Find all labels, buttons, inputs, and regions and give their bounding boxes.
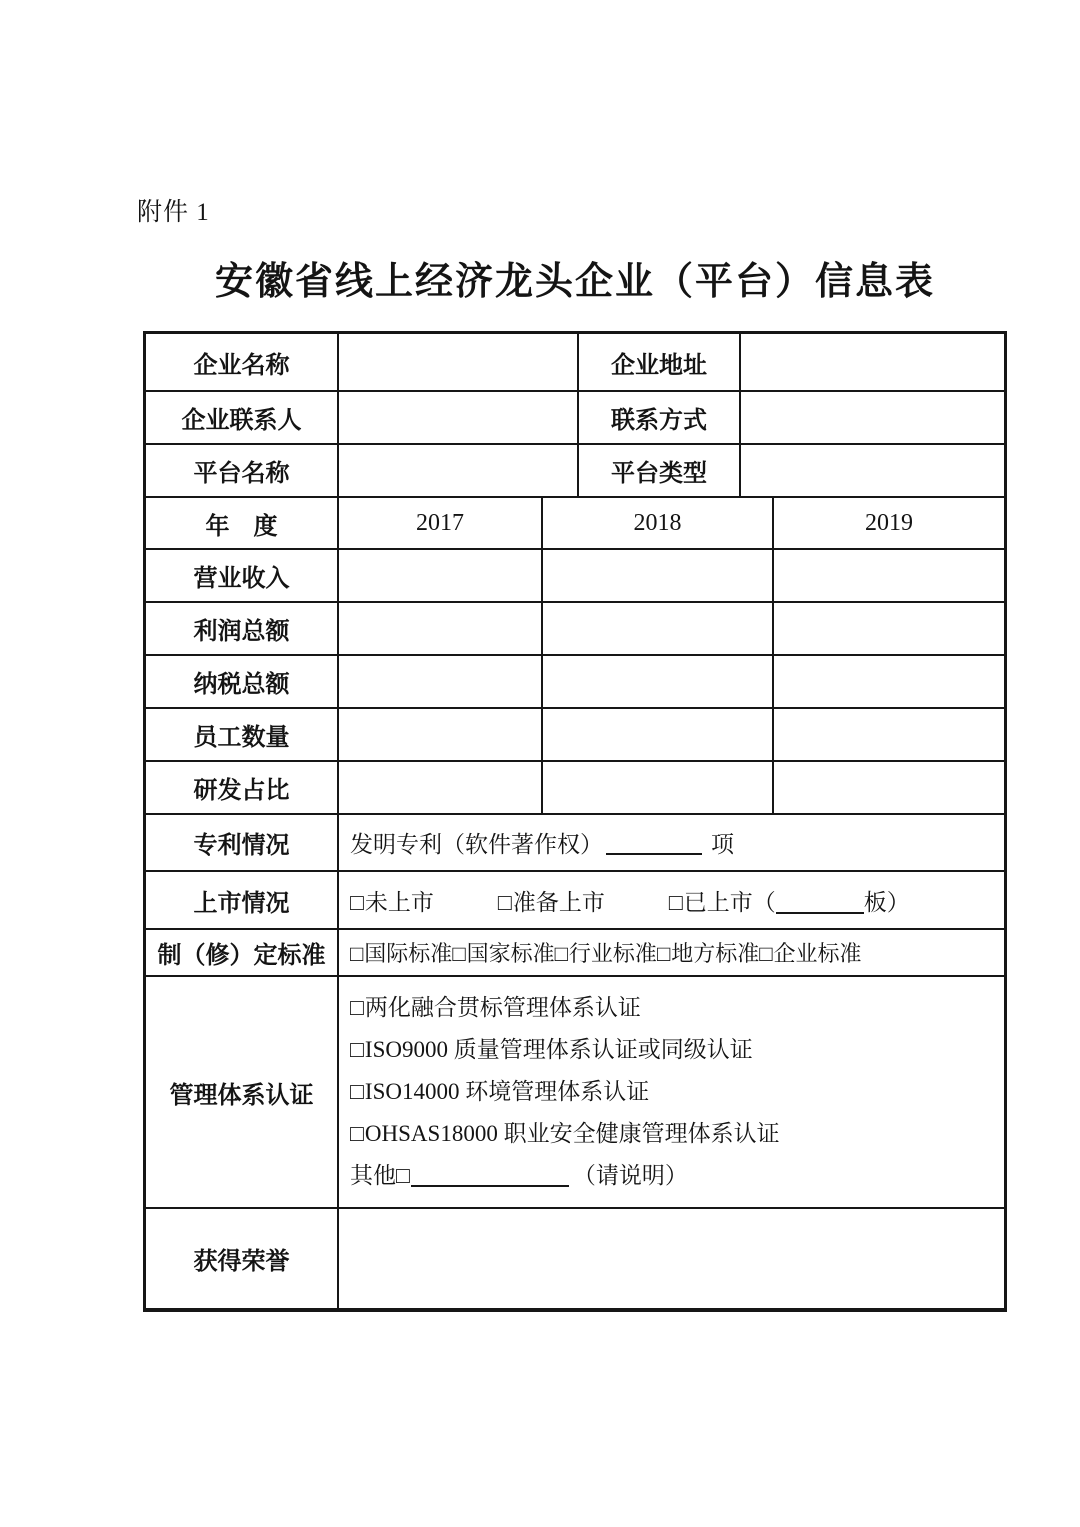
listing-option-listed — [669, 884, 910, 917]
standards-option-national — [452, 937, 554, 968]
ohsas18000-label: OHSAS18000 职业安全健康管理体系认证 — [364, 1121, 780, 1146]
integration-cert-checkbox-icon[interactable]: □ — [350, 995, 364, 1020]
honors-input[interactable] — [339, 1209, 1004, 1308]
employees-2019-input[interactable] — [774, 709, 1004, 760]
platform-name-label: 平台名称 — [146, 445, 339, 496]
patent-label: 专利情况 — [146, 815, 339, 870]
year-2017-header: 2017 — [339, 498, 543, 548]
preparing-checkbox-icon[interactable]: □ — [497, 889, 512, 915]
listing-label: 上市情况 — [146, 872, 339, 928]
profit-2017-input[interactable] — [339, 603, 543, 654]
standards-option-enterprise — [759, 937, 861, 968]
tax-2017-input[interactable] — [339, 656, 543, 707]
listing-row — [146, 872, 1004, 930]
certification-label: 管理体系认证 — [146, 977, 339, 1207]
integration-cert-label: 两化融合贯标管理体系认证 — [364, 995, 641, 1020]
certification-row — [146, 977, 1004, 1209]
national-standard-checkbox-icon[interactable]: □ — [452, 941, 466, 966]
rnd-ratio-2017-input[interactable] — [339, 762, 543, 813]
employees-label: 员工数量 — [146, 709, 339, 760]
preparing-label: 准备上市 — [512, 889, 605, 915]
local-standard-label: 地方标准 — [671, 941, 760, 966]
standards-option-industry — [555, 937, 657, 968]
industry-standard-label: 行业标准 — [568, 941, 657, 966]
iso9000-label: ISO9000 质量管理体系认证或同级认证 — [364, 1037, 753, 1062]
patent-count-blank[interactable] — [606, 831, 702, 855]
profit-2019-input[interactable] — [774, 603, 1004, 654]
info-table — [143, 331, 1007, 1312]
international-standard-checkbox-icon[interactable]: □ — [350, 941, 364, 966]
listed-label-before: 已上市（ — [683, 889, 776, 915]
revenue-2018-input[interactable] — [543, 550, 774, 601]
platform-type-label: 平台类型 — [579, 445, 741, 496]
listed-checkbox-icon[interactable]: □ — [668, 889, 683, 915]
patent-unit: 项 — [711, 832, 734, 857]
tax-2018-input[interactable] — [543, 656, 774, 707]
attachment-label: 附件 1 — [137, 199, 210, 226]
year-2018-header: 2018 — [543, 498, 774, 548]
enterprise-standard-checkbox-icon[interactable]: □ — [759, 941, 773, 966]
industry-standard-checkbox-icon[interactable]: □ — [554, 941, 568, 966]
local-standard-checkbox-icon[interactable]: □ — [656, 941, 671, 966]
iso14000-checkbox-icon[interactable]: □ — [350, 1079, 364, 1104]
iso14000-label: ISO14000 环境管理体系认证 — [364, 1079, 650, 1104]
honors-row — [146, 1209, 1004, 1308]
table-row — [146, 392, 1004, 445]
employees-2017-input[interactable] — [339, 709, 543, 760]
cert-option-other — [350, 1155, 688, 1197]
listing-content — [339, 872, 1004, 928]
contact-method-label: 联系方式 — [579, 392, 741, 443]
profit-label: 利润总额 — [146, 603, 339, 654]
platform-name-input[interactable] — [339, 445, 579, 496]
year-2019-header: 2019 — [865, 509, 913, 536]
contact-person-input[interactable] — [339, 392, 579, 443]
other-cert-checkbox-icon[interactable]: □ — [396, 1163, 410, 1188]
not-listed-label: 未上市 — [364, 889, 434, 915]
employees-2018-input[interactable] — [543, 709, 774, 760]
revenue-label: 营业收入 — [146, 550, 339, 601]
listed-label-after: 板） — [863, 889, 910, 915]
certification-content — [339, 977, 1004, 1207]
contact-person-label: 企业联系人 — [146, 392, 339, 443]
cert-option-integration — [350, 987, 641, 1029]
platform-type-input[interactable] — [741, 445, 1004, 496]
table-row-employees — [146, 709, 1004, 762]
listing-option-not-listed — [350, 884, 434, 917]
international-standard-label: 国际标准 — [364, 941, 453, 966]
company-address-input[interactable] — [741, 334, 1004, 390]
revenue-2019-input[interactable] — [774, 550, 1004, 601]
listing-option-preparing — [498, 884, 605, 917]
patent-row — [146, 815, 1004, 872]
table-row-revenue — [146, 550, 1004, 603]
tax-2019-input[interactable] — [774, 656, 1004, 707]
cert-option-iso9000 — [350, 1029, 753, 1071]
national-standard-label: 国家标准 — [466, 941, 555, 966]
other-cert-label: 其他 — [350, 1163, 396, 1188]
honors-label: 获得荣誉 — [146, 1209, 339, 1308]
company-name-label: 企业名称 — [146, 334, 339, 390]
profit-2018-input[interactable] — [543, 603, 774, 654]
table-row — [146, 334, 1004, 392]
company-name-input[interactable] — [339, 334, 579, 390]
patent-text: 发明专利（软件著作权） — [350, 832, 603, 857]
rnd-ratio-label: 研发占比 — [146, 762, 339, 813]
other-cert-note: （请说明） — [572, 1163, 688, 1188]
table-row — [146, 445, 1004, 498]
revenue-2017-input[interactable] — [339, 550, 543, 601]
standards-option-local — [657, 937, 759, 968]
year-header-row — [146, 498, 1004, 550]
year-row-label: 年 度 — [146, 498, 339, 548]
patent-content — [339, 815, 1004, 870]
enterprise-standard-label: 企业标准 — [773, 941, 862, 966]
rnd-ratio-2018-input[interactable] — [543, 762, 774, 813]
iso9000-checkbox-icon[interactable]: □ — [350, 1037, 364, 1062]
ohsas18000-checkbox-icon[interactable]: □ — [350, 1121, 364, 1146]
tax-label: 纳税总额 — [146, 656, 339, 707]
cert-option-iso14000 — [350, 1071, 649, 1113]
table-row-tax — [146, 656, 1004, 709]
cert-option-ohsas18000 — [350, 1113, 780, 1155]
page-title: 安徽省线上经济龙头企业（平台）信息表 — [214, 261, 935, 303]
not-listed-checkbox-icon[interactable]: □ — [350, 889, 364, 915]
table-row-rnd-ratio — [146, 762, 1004, 815]
standards-label: 制（修）定标准 — [146, 930, 339, 975]
standards-content — [339, 930, 1004, 975]
company-address-label: 企业地址 — [579, 334, 741, 390]
other-cert-blank[interactable] — [411, 1163, 569, 1187]
contact-method-input[interactable] — [741, 392, 1004, 443]
listed-board-blank[interactable] — [776, 890, 864, 914]
standards-option-international — [350, 937, 452, 968]
standards-row — [146, 930, 1004, 977]
table-row-profit — [146, 603, 1004, 656]
rnd-ratio-2019-input[interactable] — [774, 762, 1004, 813]
